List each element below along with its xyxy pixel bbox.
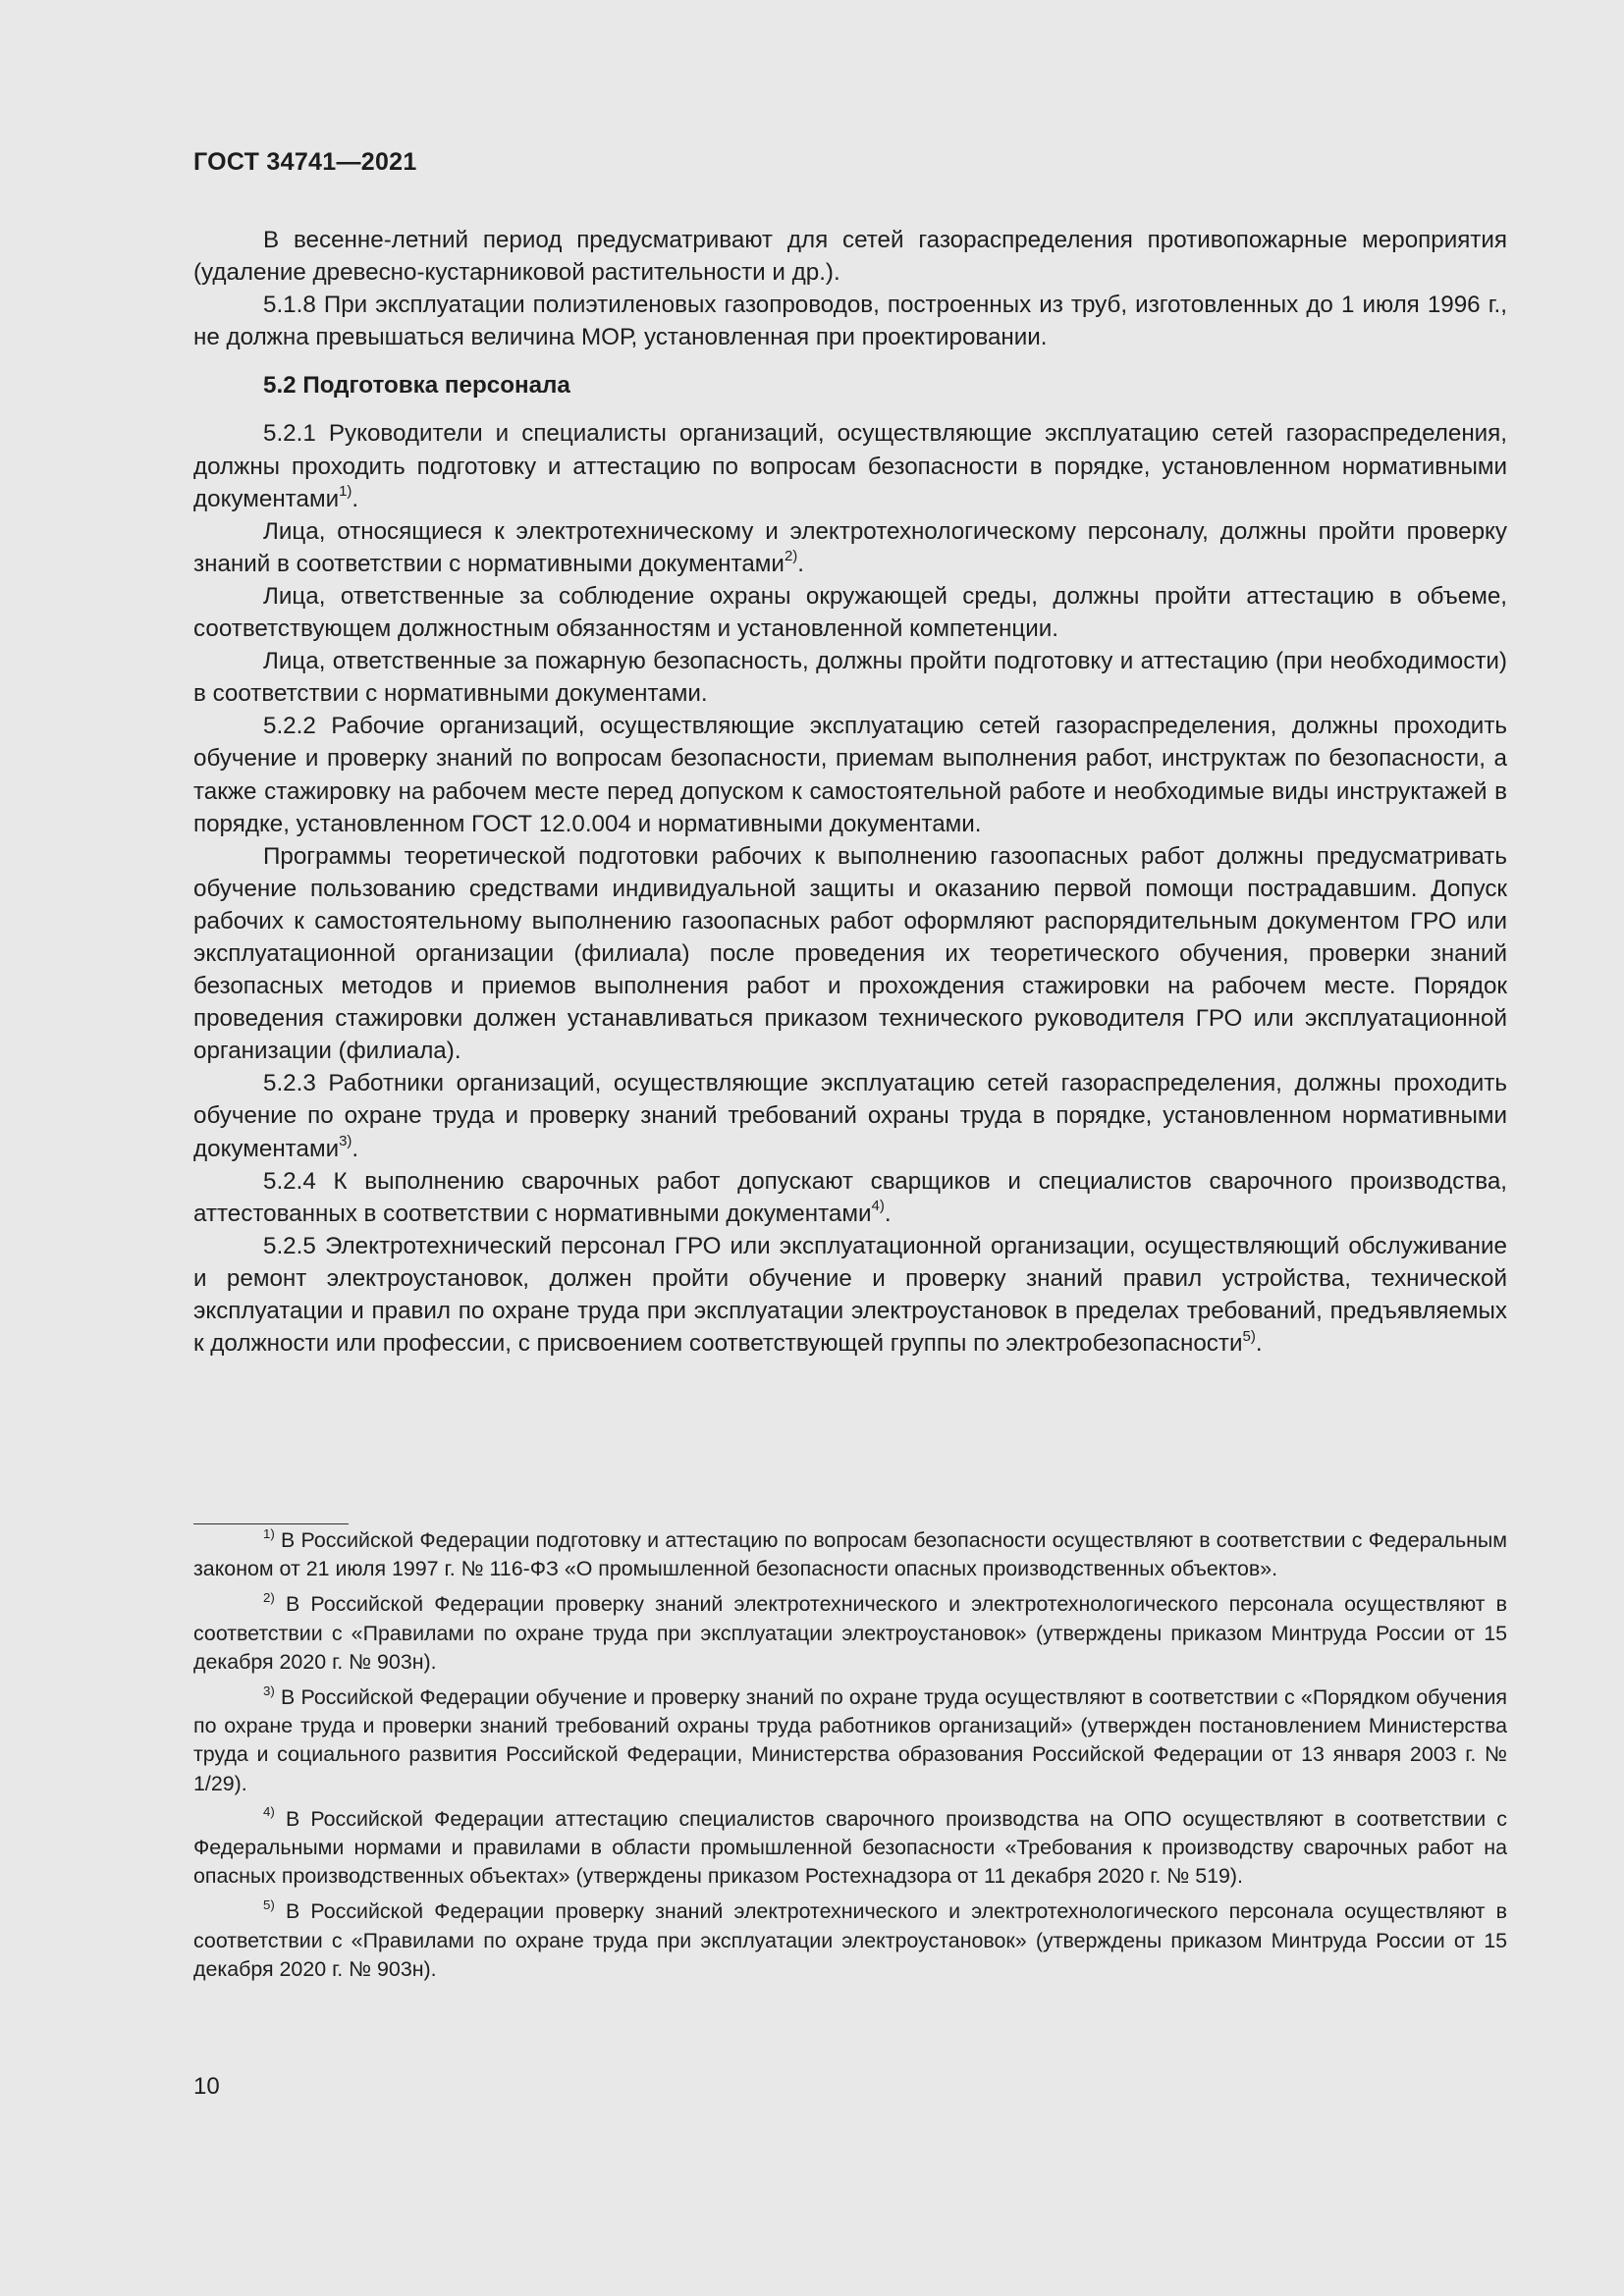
paragraph-text: Лица, ответственные за пожарную безопасность, должны пройти подготовку и аттестацию (при необходимости) в соответствии с нормативными документами.	[193, 648, 1507, 708]
paragraph: 5.2.3 Работники организаций, осуществляющие эксплуатацию сетей газораспределения, должны проходить обучение по охране труда и проверку знаний требований охраны труда в порядке, установленном нормативными документами$^{3)}$.	[193, 1070, 1507, 1162]
paragraph	[193, 289, 1507, 353]
footnote	[193, 1590, 1507, 1677]
footnote-text: В Российской Федерации аттестацию специалистов сварочного производства на ОПО осуществляют в соответствии с Федеральными нормами и правилами в области промышленной безопасности «Требования к производству сварочных работ на опасных производственных объектах» (утверждены приказом Ростехнадзора от 11 декабря 2020 г. № 519).	[193, 1806, 1507, 1889]
footnote-text: В Российской Федерации проверку знаний электротехнического и электротехнологического персонала осуществляют в соответствии с «Правилами по охране труда при эксплуатации электроустановок» (утверждены приказом Минтруда России от 15 декабря 2020 г. № 903н).	[193, 1592, 1507, 1674]
page-number: 10	[193, 2073, 220, 2100]
paragraph-text: В весенне-летний период предусматривают для сетей газораспределения противопожарные мероприятия (удаление древесно-кустарниковой растительности и др.).	[193, 227, 1507, 287]
paragraph-text: Лица, относящиеся к электротехническому и электротехнологическому персоналу, должны пройти проверку знаний в соответствии с нормативными документами	[193, 517, 1507, 577]
paragraph-text: 5.2.1 Руководители и специалисты организаций, осуществляющие эксплуатацию сетей газораспределения, должны проходить подготовку и аттестацию по вопросам безопасности в порядке, установленном нормативными документами	[193, 420, 1507, 512]
footnote-ref[interactable]: 3)	[339, 1132, 352, 1149]
paragraph-text: 5.1.8 При эксплуатации полиэтиленовых газопроводов, построенных из труб, изготовленных до 1 июля 1996 г., не должна превышаться величина МОР, установленная при проектировании.	[193, 292, 1507, 351]
footnote-text: В Российской Федерации подготовку и аттестацию по вопросам безопасности осуществляют в соответствии с Федеральным законом от 21 июля 1997 г. № 116-ФЗ «О промышленной безопасности опасных производственных объектов».	[193, 1528, 1507, 1581]
footnote-ref[interactable]: 4)	[871, 1198, 885, 1215]
section-title: 5.2 Подготовка персонала	[263, 372, 570, 400]
body-text	[193, 224, 1507, 1360]
paragraph: Лица, относящиеся к электротехническому и электротехнологическому персоналу, должны пройти проверку знаний в соответствии с нормативными документами$^{2)}$.	[193, 517, 1507, 577]
footnote-ref[interactable]: 2)	[784, 548, 798, 565]
paragraph-text: 5.2.2 Рабочие организаций, осуществляющие эксплуатацию сетей газораспределения, должны проходить обучение и проверку знаний по вопросам безопасности, приемам выполнения работ, инструктаж по безопасности, а также стажировку на рабочем месте перед допуском к самостоятельной работе и необходимые виды инструктажей в порядке, установленном ГОСТ 12.0.004 и нормативными документами.	[193, 713, 1507, 837]
paragraph	[193, 645, 1507, 710]
footnote-text: В Российской Федерации проверку знаний электротехнического и электротехнологического персонала осуществляют в соответствии с «Правилами по охране труда при эксплуатации электроустановок» (утверждены приказом Минтруда России от 15 декабря 2020 г. № 903н).	[193, 1899, 1507, 1981]
document-header: ГОСТ 34741—2021	[193, 148, 417, 176]
footnote	[193, 1805, 1507, 1892]
paragraph: 5.2.4 К выполнению сварочных работ допускают сварщиков и специалистов сварочного производства, аттестованных в соответствии с нормативными документами$^{4)}$.	[193, 1167, 1507, 1227]
paragraph-text: 5.2.5 Электротехнический персонал ГРО или эксплуатационной организации, осуществляющий обслуживание и ремонт электроустановок, должен пройти обучение и проверку знаний правил устройства, технической эксплуатации и правил по охране труда при эксплуатации электроустановок в пределах требований, предъявляемых к должности или профессии, с присвоением соответствующей группы по электробезопасности	[193, 1232, 1507, 1358]
footnote-ref[interactable]: 5)	[1242, 1327, 1256, 1345]
footnote-mark: 4)	[263, 1804, 275, 1820]
paragraph-text: 5.2.4 К выполнению сварочных работ допускают сварщиков и специалистов сварочного производства, аттестованных в соответствии с нормативными документами	[193, 1167, 1507, 1227]
footnote-mark: 3)	[263, 1682, 275, 1698]
paragraph	[193, 710, 1507, 839]
footnote-text: В Российской Федерации обучение и проверку знаний по охране труда осуществляют в соответствии с «Порядком обучения по охране труда и проверки знаний требований охраны труда работников организаций» (утвержден постановлением Министерства труда и социального развития Российской Федерации, Министерства образования Российской Федерации от 13 января 2003 г. № 1/29).	[193, 1685, 1507, 1795]
paragraph: 5.2.5 Электротехнический персонал ГРО или эксплуатационной организации, осуществляющий обслуживание и ремонт электроустановок, должен пройти обучение и проверку знаний правил устройства, технической эксплуатации и правил по охране труда при эксплуатации электроустановок в пределах требований, предъявляемых к должности или профессии, с присвоением соответствующей группы по электробезопасности$^{5)}$.	[193, 1232, 1507, 1358]
footnote	[193, 1526, 1507, 1583]
footnotes	[193, 1526, 1507, 1991]
footnote-mark: 1)	[263, 1525, 275, 1541]
paragraph-text: Программы теоретической подготовки рабочих к выполнению газоопасных работ должны предусматривать обучение пользованию средствами индивидуальной защиты и оказанию первой помощи пострадавшим. Допуск рабочих к самостоятельному выполнению газоопасных работ оформляют распорядительным документом ГРО или эксплуатационной организации (филиала) после проведения их теоретического обучения, проверки знаний безопасных методов и приемов выполнения работ и прохождения стажировки на рабочем месте. Порядок проведения стажировки должен устанавливаться приказом технического руководителя ГРО или эксплуатационной организации (филиала).	[193, 842, 1507, 1065]
footnote-divider	[193, 1523, 349, 1524]
footnote	[193, 1897, 1507, 1984]
footnote-mark: 2)	[263, 1589, 275, 1605]
footnote-ref[interactable]: 1)	[339, 483, 352, 501]
paragraph-text: Лица, ответственные за соблюдение охраны окружающей среды, должны пройти аттестацию в объеме, соответствующем должностным обязанностям и установленной компетенции.	[193, 582, 1507, 643]
paragraph	[193, 580, 1507, 645]
footnote	[193, 1683, 1507, 1798]
paragraph-text: 5.2.3 Работники организаций, осуществляющие эксплуатацию сетей газораспределения, должны проходить обучение по охране труда и проверку знаний требований охраны труда в порядке, установленном нормативными документами	[193, 1070, 1507, 1162]
footnote-mark: 5)	[263, 1897, 275, 1912]
paragraph: 5.2.1 Руководители и специалисты организаций, осуществляющие эксплуатацию сетей газораспределения, должны проходить подготовку и аттестацию по вопросам безопасности в порядке, установленном нормативными документами$^{1)}$.	[193, 420, 1507, 512]
paragraph	[193, 840, 1507, 1068]
paragraph	[193, 224, 1507, 289]
